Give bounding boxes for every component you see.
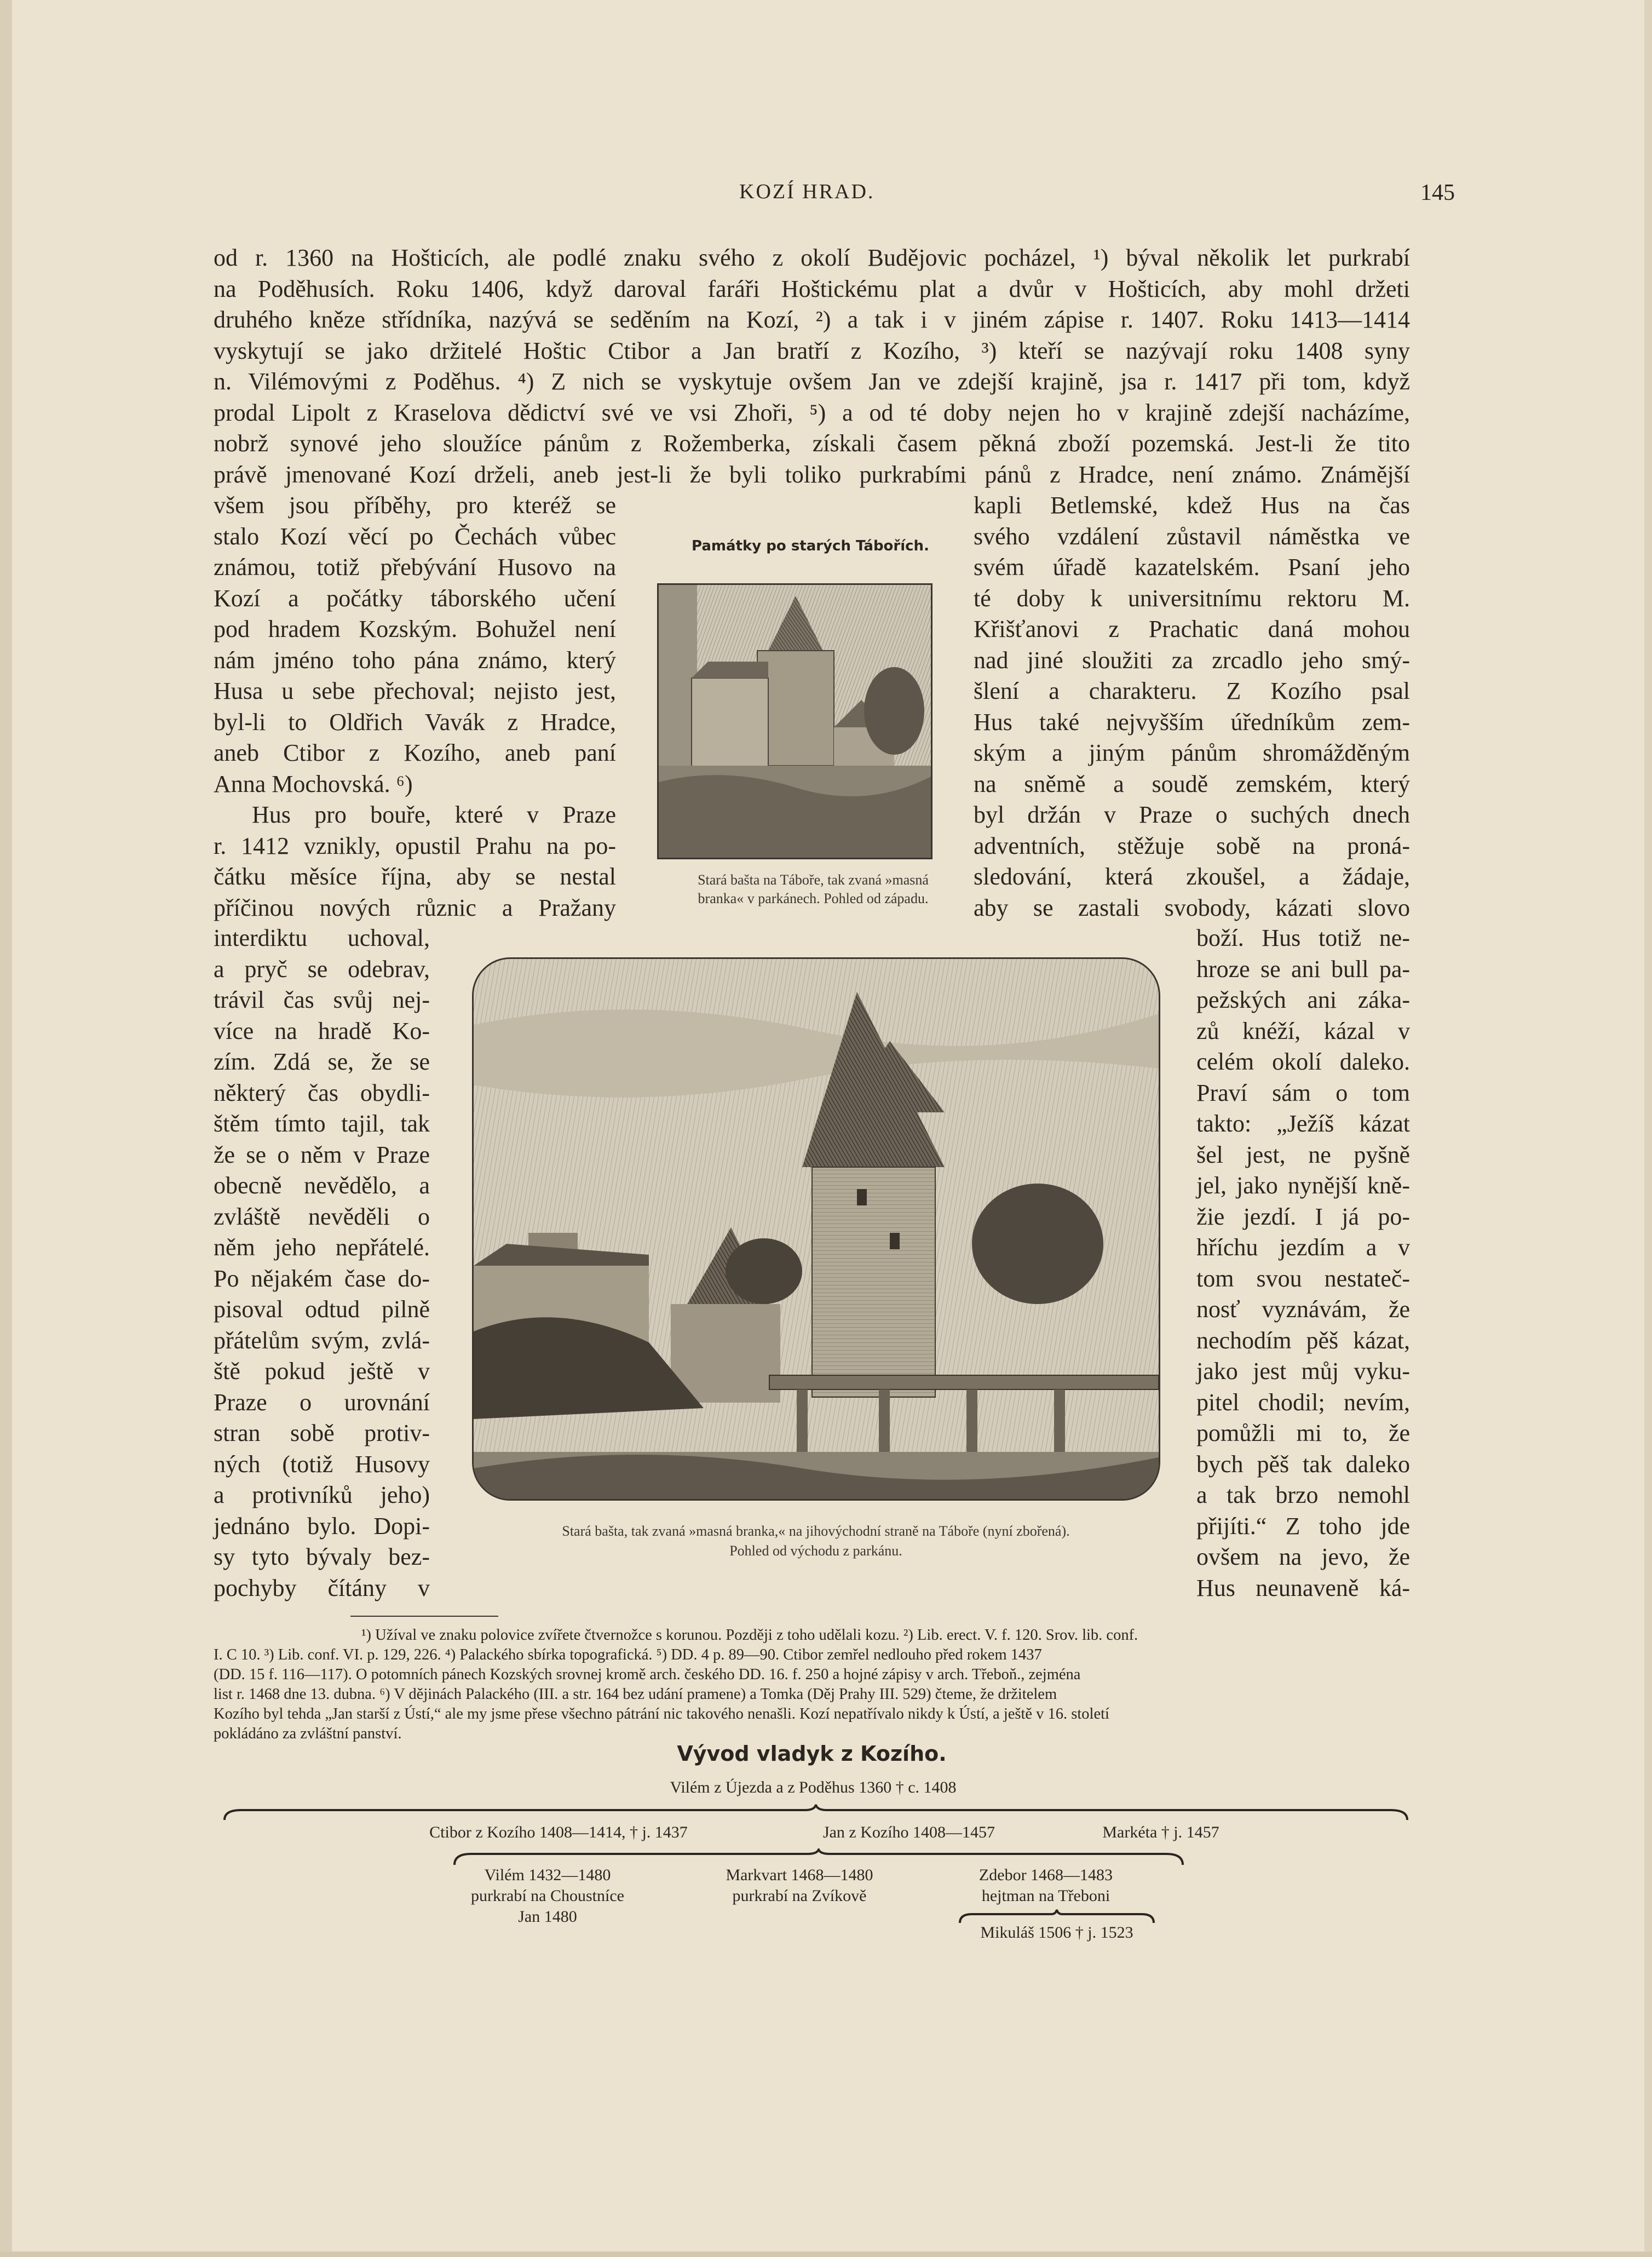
text-line: aneb Ctibor z Kozího, aneb paní <box>214 739 616 766</box>
page-binding-edge <box>0 0 12 2257</box>
text-line: Hus pro bouře, které v Praze <box>252 801 616 828</box>
genealogy-marketa: Markéta † j. 1457 <box>1102 1823 1219 1841</box>
footnote-line: pokládáno za zvláštní panství. <box>214 1725 402 1742</box>
running-head: KOZÍ HRAD. <box>739 180 875 203</box>
text-line: jel, jako nynější kně- <box>1196 1172 1410 1199</box>
text-line: nechodím pěš kázat, <box>1196 1326 1410 1354</box>
intro-paragraph <box>214 243 1410 490</box>
text-line: a tak brzo nemohl <box>1196 1481 1410 1508</box>
text-line: a pryč se odebrav, <box>214 955 430 983</box>
genealogy-line: hejtman na Třeboni <box>981 1887 1110 1905</box>
text-line: známou, totiž přebývání Husovo na <box>214 554 616 581</box>
text-line: Po nějakém čase do- <box>214 1265 430 1292</box>
text-line: šlení a charakteru. Z Kozího psal <box>974 677 1410 704</box>
text-line: ště pokud ještě v <box>214 1358 430 1385</box>
footnote-line: list r. 1468 dne 13. dubna. ⁶) V dějinách Palackého (III. a str. 164 bez udání pramene) a Tomka (Děj Prahy III. 529) čteme, že držitelem <box>214 1686 1057 1703</box>
text-line: přátelům svým, zvlá- <box>214 1326 430 1354</box>
caption-line: Pohled od východu z parkánu. <box>729 1543 902 1559</box>
text-line: Praví sám o tom <box>1196 1079 1410 1106</box>
text-line: něm jeho nepřátelé. <box>214 1234 430 1261</box>
text-line: Křišťanovi z Prachatic daná mohou <box>974 616 1410 642</box>
text-line: nám jméno toho pána známo, který <box>214 646 616 674</box>
text-line: některý čas obydli- <box>214 1079 430 1106</box>
genealogy-line: purkrabí na Choustníce <box>471 1887 624 1905</box>
text-line: obecně nevědělo, a <box>214 1172 430 1199</box>
text-line: zů knéží, kázal v <box>1196 1017 1410 1044</box>
genealogy-line: Markvart 1468—1480 <box>726 1866 873 1884</box>
genealogy-line: Jan 1480 <box>518 1908 577 1926</box>
text-line: žie jezdí. I já po- <box>1196 1203 1410 1230</box>
genealogy-title: Vývod vladyk z Kozího. <box>677 1742 947 1766</box>
footnote-line: Kozího byl tehda „Jan starší z Ústí,“ ale my jsme přese všechno pátrání nic takového nenašli. Kozí nepatřívalo nikdy k Ústí, a ještě v 16. století <box>214 1705 1109 1722</box>
left-column <box>214 490 616 923</box>
figure-caption-large <box>471 1521 1161 1561</box>
caption-line: Stará bašta na Táboře, tak zvaná »masná <box>698 872 929 888</box>
text-line: pod hradem Kozským. Bohužel není <box>214 616 616 642</box>
right-column <box>974 490 1410 923</box>
footnote-line: I. C 10. ³) Lib. conf. VI. p. 129, 226. ⁴) Palackého sbírka topografická. ⁵) DD. 4 p. 89—90. Ctibor zemřel nedlouho před rokem 1437 <box>214 1646 1042 1663</box>
text-line: sy tyto bývaly bez- <box>214 1543 430 1570</box>
genealogy-markvart <box>706 1865 893 1906</box>
genealogy-zdebor <box>953 1865 1139 1906</box>
text-line: Hus neunaveně ká- <box>1196 1574 1410 1601</box>
text-line: pochyby čítány v <box>214 1574 430 1601</box>
text-line: aby se zastali svobody, kázati slovo <box>974 894 1410 921</box>
text-line: stalo Kozí věcí po Čechách vůbec <box>214 522 616 550</box>
text-line: zím. Zdá se, že se <box>214 1048 430 1075</box>
text-line: na Poděhusích. Roku 1406, když daroval faráři Hoštickému plat a dvůr v Hošticích, aby mohl držeti <box>214 275 1410 302</box>
text-line: hříchu jezdím a v <box>1196 1234 1410 1261</box>
caption-line: Stará bašta, tak zvaná »masná branka,« na jihovýchodní straně na Táboře (nyní zbořená). <box>562 1523 1070 1539</box>
text-line: zvláště nevěděli o <box>214 1203 430 1230</box>
text-line: hroze se ani bull pa- <box>1196 955 1410 983</box>
text-line: Husa u sebe přechoval; nejisto jest, <box>214 677 616 704</box>
genealogy-ctibor: Ctibor z Kozího 1408—1414, † j. 1437 <box>429 1823 688 1841</box>
text-line: od r. 1360 na Hošticích, ale podlé znaku svého z okolí Budějovic pocházel, ¹) býval několik let purkrabí <box>214 244 1410 271</box>
text-line: příčinou nových různic a Pražany <box>214 894 616 921</box>
text-line: šel jest, ne pyšně <box>1196 1141 1410 1168</box>
text-line: pežských ani záka- <box>1196 986 1410 1013</box>
text-line: sledování, která zkoušel, a žádaje, <box>974 863 1410 890</box>
text-line: pitel chodil; nevím, <box>1196 1388 1410 1416</box>
text-line: Kozí a počátky táborského učení <box>214 584 616 612</box>
text-line: jednáno bylo. Dopi- <box>214 1512 430 1540</box>
text-line: nobrž synové jeho sloužíce pánům z Rožemberka, získali časem pěkná zboží pozemská. Jest-li že tito <box>214 430 1410 457</box>
text-line: ných (totiž Husovy <box>214 1450 430 1478</box>
text-line: n. Vilémovými z Poděhus. ⁴) Z nich se vyskytuje ovšem Jan ve zdejší krajině, jsa r. 1417 při tom, když <box>214 368 1410 395</box>
text-line: svého vzdálení zůstavil náměstka ve <box>974 522 1410 550</box>
text-line: byl držán v Praze o suchých dnech <box>974 801 1410 828</box>
page-bottom-edge <box>0 2252 1652 2257</box>
text-line: byl-li to Oldřich Vavák z Hradce, <box>214 708 616 736</box>
text-line: interdiktu uchoval, <box>214 924 430 951</box>
text-line: té doby k universitnímu rektoru M. <box>974 584 1410 612</box>
genealogy-jan: Jan z Kozího 1408—1457 <box>822 1823 995 1841</box>
text-line: že se o něm v Praze <box>214 1141 430 1168</box>
page-right-edge <box>1644 0 1652 2257</box>
text-line: takto: „Ježíš kázat <box>1196 1110 1410 1137</box>
text-line: stran sobě protiv- <box>214 1420 430 1446</box>
page-number: 145 <box>1420 180 1455 205</box>
text-line: Hus také nejvyšším úředníkům zem- <box>974 708 1410 736</box>
text-line: na sněmě a soudě zemském, který <box>974 770 1410 797</box>
footnotes <box>214 1626 1410 1744</box>
footnote-line: (DD. 15 f. 116—117). O potomních pánech Kozských srovnej kromě arch. českého DD. 16. f. 250 a hojné zápisy v arch. Třeboň., zejména <box>214 1666 1081 1683</box>
figure-section-title: Památky po starých Tábořích. <box>692 538 929 554</box>
text-line: pomůžli mi to, že <box>1196 1420 1410 1446</box>
genealogy-vilem <box>449 1865 646 1927</box>
text-line: kapli Betlemské, kdež Hus na čas <box>974 492 1410 519</box>
text-line: r. 1412 vznikly, opustil Prahu na po- <box>214 832 616 859</box>
text-line: právě jmenované Kozí drželi, aneb jest-li že byli toliko purkrabími pánů z Hradce, není známo. Známější <box>214 461 1410 488</box>
text-line: boží. Hus totiž ne- <box>1196 924 1410 951</box>
text-line: jako jest můj vyku- <box>1196 1358 1410 1385</box>
text-line: druhého kněze střídníka, nazývá se seděním na Kozí, ²) a tak i v jiném zápise r. 1407. Roku 1413—1414 <box>214 306 1410 333</box>
caption-line: branka« v parkánech. Pohled od západu. <box>698 891 929 906</box>
genealogy-root: Vilém z Újezda a z Poděhus 1360 † c. 1408 <box>670 1778 957 1796</box>
text-line: celém okolí daleko. <box>1196 1048 1410 1075</box>
text-line: nad jiné sloužiti za zrcadlo jeho smý- <box>974 646 1410 674</box>
text-line: adventních, stěžuje sobě na proná- <box>974 832 1410 859</box>
left-narrow-column <box>214 923 430 1604</box>
genealogy-mikulas: Mikuláš 1506 † j. 1523 <box>980 1923 1133 1942</box>
text-line: trávil čas svůj nej- <box>214 986 430 1013</box>
text-line: ovšem na jevo, že <box>1196 1543 1410 1570</box>
text-line: prodal Lipolt z Kraselova dědictví své ve vsi Zhoři, ⁵) a od té doby nejen ho v krajině zdejší nacházíme, <box>214 399 1410 426</box>
text-line: tom svou nestateč- <box>1196 1265 1410 1292</box>
text-line: ským a jiným pánům shromážděným <box>974 739 1410 766</box>
text-line: svém úřadě kazatelském. Psaní jeho <box>974 554 1410 581</box>
footnote-rule <box>350 1616 498 1617</box>
text-line: Praze o urovnání <box>214 1388 430 1416</box>
text-line: pisoval odtud pilně <box>214 1296 430 1323</box>
genealogy-line: Vilém 1432—1480 <box>484 1866 611 1884</box>
genealogy-line: Zdebor 1468—1483 <box>978 1866 1113 1884</box>
text-line: nosť vyznávám, že <box>1196 1296 1410 1323</box>
genealogy-line: purkrabí na Zvíkově <box>732 1887 867 1905</box>
bastion-east-engraving <box>472 957 1160 1501</box>
text-line: a protivníků jeho) <box>214 1481 430 1508</box>
text-line: čátku měsíce října, aby se nestal <box>214 863 616 890</box>
text-line: bych pěš tak daleko <box>1196 1450 1410 1478</box>
footnote-line: ¹) Užíval ve znaku polovice zvířete čtvernožce s korunou. Později z toho udělali kozu. ²) Lib. erect. V. f. 120. Srov. lib. conf. <box>361 1627 1138 1644</box>
text-line: přijíti.“ Z toho jde <box>1196 1512 1410 1540</box>
text-line: více na hradě Ko- <box>214 1017 430 1044</box>
bastion-west-engraving <box>657 583 933 859</box>
text-line: Anna Mochovská. ⁶) <box>214 770 413 797</box>
text-line: vyskytují se jako držitelé Hoštic Ctibor a Jan bratří z Kozího, ³) kteří se nazývají roku 1408 syny <box>214 337 1410 364</box>
figure-caption-small <box>652 871 975 908</box>
right-narrow-column <box>1196 923 1410 1604</box>
text-line: všem jsou příběhy, pro kteréž se <box>214 492 616 519</box>
text-line: štěm tímto tajil, tak <box>214 1110 430 1137</box>
